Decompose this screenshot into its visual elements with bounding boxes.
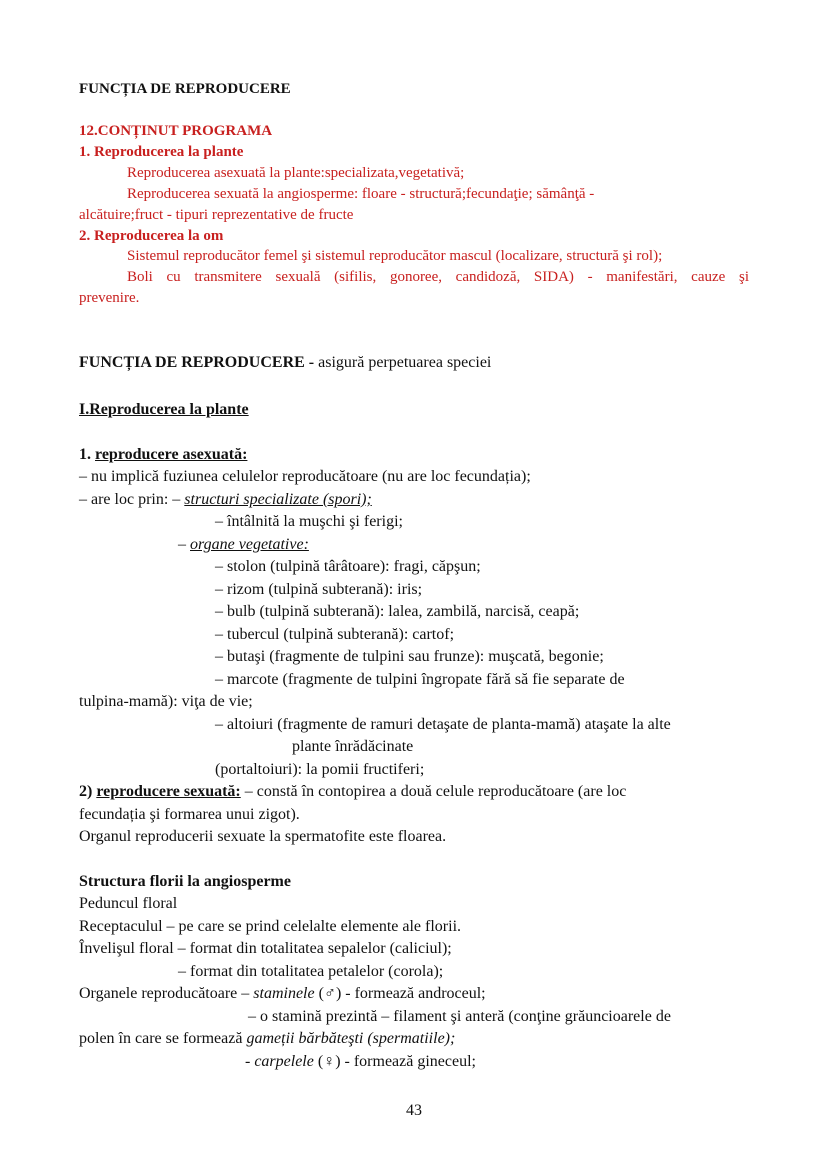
text-fragment: Organele reproducătoare – — [79, 985, 254, 1002]
text-emphasis: staminele — [253, 985, 315, 1002]
text-line: Receptaculul – pe care se prind celelalte elemente ale florii. — [79, 918, 462, 935]
syllabus-line: Reproducerea asexuată la plante:specializata,vegetativă; — [127, 165, 465, 181]
main-heading — [79, 353, 491, 373]
syllabus-line: Sistemul reproducător femel şi sistemul reproducător mascul (localizare, structură şi rol); — [127, 248, 663, 264]
text-emphasis: organe vegetative: — [190, 536, 309, 553]
sexual-title: reproducere sexuată: — [96, 783, 241, 800]
text-line — [79, 984, 486, 1004]
text-fragment: – are loc prin: – — [79, 491, 185, 508]
main-heading-bold: FUNCȚIA DE REPRODUCERE - — [79, 354, 315, 371]
list-item: – altoiuri (fragmente de ramuri detaşate de planta-mamă) ataşate la alte — [215, 716, 671, 733]
main-heading-rest: asigură perpetuarea speciei — [314, 354, 492, 371]
text-line — [79, 490, 372, 510]
text-fragment: – — [178, 536, 190, 553]
text-line: Învelişul floral – format din totalitatea sepalelor (caliciul); — [79, 940, 452, 957]
text-fragment: (♂) - formează androceul; — [314, 985, 486, 1002]
text-fragment: (♀) - formează gineceul; — [313, 1053, 476, 1070]
list-item: – bulb (tulpină subterană): lalea, zambilă, narcisă, ceapă; — [215, 603, 580, 620]
syllabus-line: Boli cu transmitere sexuală (sifilis, gonoree, candidoză, SIDA) - manifestări, cauze şi — [127, 269, 749, 285]
text-line: fecundația şi formarea unui zigot). — [79, 806, 300, 823]
text-line — [245, 1052, 476, 1072]
sexual-number: 2) — [79, 783, 97, 800]
text-emphasis: carpelele — [254, 1053, 314, 1070]
text-emphasis: structuri specializate (spori); — [184, 491, 372, 508]
text-line: (portaltoiuri): la pomii fructiferi; — [215, 761, 425, 778]
text-line: Peduncul floral — [79, 895, 178, 912]
asexual-title-text: reproducere asexuată: — [95, 446, 248, 463]
syllabus-line: prevenire. — [79, 290, 140, 306]
asexual-title — [79, 445, 247, 465]
text-line — [178, 535, 309, 555]
syllabus-subtitle-plants: 1. Reproducerea la plante — [79, 144, 244, 160]
text-line: tulpina-mamă): viţa de vie; — [79, 693, 253, 710]
text-line: plante înrădăcinate — [292, 738, 414, 755]
list-item: – marcote (fragmente de tulpini îngropate fără să fie separate de — [215, 671, 625, 688]
page-number: 43 — [406, 1102, 422, 1119]
text-line: – format din totalitatea petalelor (corola); — [178, 963, 444, 980]
text-line — [79, 1029, 455, 1049]
syllabus-line: Reproducerea sexuată la angiosperme: floare - structură;fecundaţie; sămânţă - — [127, 186, 595, 202]
text-fragment: - — [245, 1053, 255, 1070]
syllabus-line: alcătuire;fruct - tipuri reprezentative de fructe — [79, 207, 354, 223]
text-fragment: polen în care se formează — [79, 1030, 247, 1047]
text-fragment: – constă în contopirea a două celule reproducătoare (are loc — [240, 783, 627, 800]
list-item: – stolon (tulpină târâtoare): fragi, căpşun; — [215, 558, 481, 575]
list-item: – butaşi (fragmente de tulpini sau frunze): muşcată, begonie; — [215, 648, 604, 665]
text-line: – nu implică fuziunea celulelor reproducătoare (nu are loc fecundația); — [79, 468, 531, 485]
text-emphasis: gameții bărbăteşti (spermatiile); — [246, 1030, 456, 1047]
syllabus-subtitle-human: 2. Reproducerea la om — [79, 228, 224, 244]
sexual-line — [79, 782, 626, 802]
text-line: – întâlnită la muşchi şi ferigi; — [215, 513, 403, 530]
syllabus-section-title: 12.CONȚINUT PROGRAMA — [79, 123, 273, 139]
asexual-number: 1. — [79, 446, 95, 463]
list-item: – rizom (tulpină subterană): iris; — [215, 581, 423, 598]
flower-structure-title: Structura florii la angiosperme — [79, 873, 291, 890]
text-line: Organul reproducerii sexuate la spermatofite este floarea. — [79, 828, 447, 845]
list-item: – tubercul (tulpină subterană): cartof; — [215, 626, 455, 643]
page-heading: FUNCȚIA DE REPRODUCERE — [79, 81, 291, 97]
section-title-plant-reproduction: I.Reproducerea la plante — [79, 401, 249, 418]
text-line: – o stamină prezintă – filament şi anteră (conţine grăuncioarele de — [248, 1008, 671, 1025]
